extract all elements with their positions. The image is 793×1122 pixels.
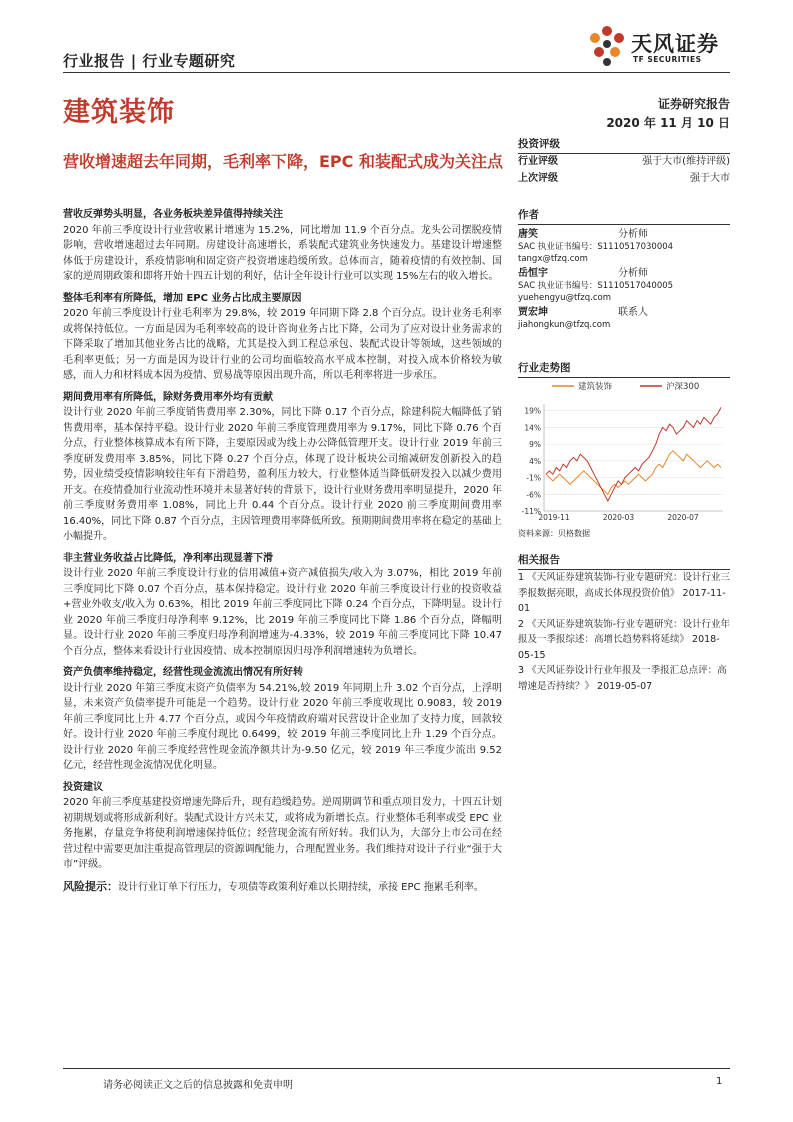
y-tick-label: 19%	[524, 406, 541, 416]
rating-row	[518, 171, 730, 188]
section	[63, 780, 502, 873]
report-kind: 证券研究报告	[657, 97, 730, 111]
y-tick-label: -6%	[526, 490, 541, 500]
section-heading: 资产负债率维持稳定，经营性现金流流出情况有所好转	[63, 667, 303, 678]
section-heading: 期间费用率有所降低，除财务费用率外均有贡献	[63, 391, 273, 403]
related-report[interactable]: 2 《天风证券建筑装饰-行业专题研究：设计行业年报及一季报综述：高增长趋势料将延续》 2018-05-15	[518, 618, 730, 661]
report-date: 2020 年 11 月 10 日	[606, 116, 730, 130]
author	[518, 306, 730, 331]
series-line	[546, 407, 721, 501]
section-heading: 整体毛利率有所降低，增加 EPC 业务占比成主要原因	[63, 292, 302, 304]
rating-row	[518, 154, 730, 171]
author-email[interactable]: yuehengyu@tfzq.com	[518, 293, 612, 303]
related-list	[518, 570, 730, 694]
y-tick-label: 9%	[529, 440, 541, 450]
y-tick-label: 4%	[529, 456, 541, 466]
section	[63, 390, 502, 545]
chart-source: 资料来源：贝格数据	[518, 529, 590, 538]
section	[63, 551, 502, 660]
x-tick-label: 2020-07	[667, 513, 699, 522]
section-body: 设计行业 2020 年第三季度末资产负债率为 54.21%,较 2019 年同期上升 3.02 个百分点，上浮明显，未来资产负债率提升可能是一个趋势。设计行业 2020 年前三季度收现比 0.9083，较 2019 年前三季度同比上升 4.77 个百分点，或因今年疫情政府端对民营设计企业加了支持力度，回款较好。设计行业 2020 年前三季度付现比 0.6499，较 2019 年前三季度同比上升 1.29 个百分点。设计行业 2020 年前三季度经营性现金流净额共计为-9.50 亿元，较 2019 年三季度少流出 9.52 亿元，经营性现金流情况优化明显。	[63, 682, 502, 771]
authors-panel	[518, 207, 730, 331]
series-line	[546, 451, 721, 495]
risk-label: 风险提示：	[63, 879, 118, 893]
logo-petal-icon	[585, 22, 629, 68]
risk-text: 设计行业订单下行压力，专项债等政策利好难以长期持续，承接 EPC 拖累毛利率。	[118, 881, 484, 893]
related-heading: 相关报告	[518, 552, 730, 570]
company-logo	[585, 22, 730, 70]
rating-key: 行业评级	[518, 156, 558, 167]
related-report[interactable]: 1 《天风证券建筑装饰-行业专题研究：设计行业三季报数据亮眼，高成长体现投资价值》 2017-11-01	[518, 572, 730, 614]
legend-label: 沪深300	[666, 382, 700, 392]
section-body: 2020 年前三季度基建投资增速先降后升，现有趋缓趋势。逆周期调节和重点项目发力，十四五计划初期规划或将形成新利好。装配式设计方兴未艾，或将成为新增长点。行业整体毛利率或受 EPC 业务拖累，存量竞争将使利润增速保持低位；经营现金流有所好转。我们认为，大部分上市公司在经营过程中需要更加注重提高管理层的资源调配能力，合理配置业务。我们维持对设计子行业“强于大市”评级。	[63, 797, 502, 870]
section-heading: 营收反弹势头明显，各业务板块差异值得持续关注	[63, 209, 283, 220]
authors-heading: 作者	[518, 207, 730, 225]
x-tick-label: 2020-03	[602, 513, 635, 522]
author-role: 分析师	[618, 268, 648, 279]
report-type: 行业报告 | 行业专题研究	[63, 52, 236, 70]
section-heading: 投资建议	[63, 781, 103, 793]
author-cert: SAC 执业证书编号：S1110517030004	[518, 242, 674, 252]
trend-chart	[518, 378, 730, 523]
y-tick-label: 14%	[524, 423, 541, 433]
industry-title: 建筑装饰	[63, 97, 175, 128]
rating-heading: 投资评级	[518, 136, 730, 154]
author-email[interactable]: jiahongkun@tfzq.com	[518, 320, 611, 330]
trend-panel	[518, 360, 730, 540]
rating-key: 上次评级	[518, 172, 558, 184]
header-rule	[63, 72, 730, 73]
x-tick-label: 2019-11	[538, 513, 570, 522]
rating-value: 强于大市(维持评级)	[642, 156, 730, 167]
author-role: 联系人	[618, 307, 648, 318]
author	[518, 267, 730, 304]
rating-panel	[518, 136, 730, 187]
section-body: 设计行业 2020 年前三季度设计行业的信用减值+资产减值损失/收入为 3.07%，相比 2019 年前三季度同比下降 0.07 个百分点，基本保持稳定。设计行业 2020 年前三季度设计行业的投资收益+营业外收支/收入为 0.63%，相比 2019 年前三季度同比下降 0.24 个百分点，下降明显。设计行业 2020 年前三季度归母净利率 9.12%，比 2019 年前三季度同比下降 1.86 个百分点，降幅明显。设计行业 2020 年前三季度归母净利润增速为-4.33%，较 2019 年前三季度同比下降 10.47 个百分点，整体来看设计行业因疫情、成本控制原因归母净利润增速转为负增长。	[63, 568, 502, 657]
related-panel	[518, 552, 730, 694]
footer-rule	[63, 1068, 730, 1069]
author-cert: SAC 执业证书编号：S1110517040005	[518, 281, 674, 291]
section	[63, 291, 502, 384]
author-name: 岳恒宇	[518, 268, 548, 279]
legend-label: 建筑装饰	[578, 382, 613, 392]
page-number: 1	[716, 1076, 723, 1087]
section-heading: 非主营业务收益占比降低，净利率出现显著下滑	[63, 552, 273, 564]
author-name: 唐笑	[518, 229, 538, 240]
logo-cn: 天风证券	[631, 32, 719, 56]
main-content	[63, 207, 502, 901]
report-title: 营收增速超去年同期，毛利率下降，EPC 和装配式成为关注点	[63, 152, 503, 171]
section-body: 2020 年前三季度设计行业毛利率为 29.8%，较 2019 年同期下降 2.8 个百分点。设计业务毛利率或将保持低位。一方面是因为毛利率较高的设计咨询业务占比下降，公司为了应对设计业务需求的下降采取了增加其他业务占比的战略，尤其是投入到工程总承包、装配式设计等领域，这些领域的毛利率更低；另一方面是因为设计行业的公司均面临较高水平成本控制，对投入成本价格较为敏感，而人力和材料成本因为疫情、贸易战等原因出现升高，所以毛利率将进一步承压。	[63, 308, 502, 381]
trend-heading: 行业走势图	[518, 360, 730, 378]
disclaimer-notice: 请务必阅读正文之后的信息披露和免责申明	[103, 1080, 293, 1091]
y-tick-label: -1%	[526, 473, 541, 483]
author-name: 贾宏坤	[518, 307, 548, 318]
section	[63, 665, 502, 774]
logo-en: TF SECURITIES	[633, 55, 702, 64]
section	[63, 207, 502, 285]
section-body: 2020 年前三季度设计行业营收累计增速为 15.2%，同比增加 11.9 个百分点。龙头公司摆脱疫情影响，营收增速超过去年同期。房建设计高速增长，系装配式建筑业务快速发力。基建设计增速整体低于房建设计，系疫情影响和固定资产投资增速趋缓所致。总体而言，随着疫情的有效控制、国家的逆周期政策和即将开始十四五计划的利好，估计全年设计行业可以实现 15%左右的收入增长。	[63, 224, 502, 282]
author-role: 分析师	[618, 229, 648, 240]
section-body: 设计行业 2020 年前三季度销售费用率 2.30%，同比下降 0.17 个百分点，除建科院大幅降低了销售费用率，基本保持平稳。设计行业 2020 年前三季度管理费用率为 9.17%，同比下降 0.76 个百分点，行业整体核算成本有所下降，主要原因或为线上办公降低管理开支。设计行业 2019 年前三季度研发费用率 3.85%，同比下降 0.27 个百分点，体现了设计板块公司缩减研发创新投入的趋势，因业绩受疫情影响较往年有下滑趋势，盈利压力较大，行业整体适当降低研发投入以减少费用开支。在疫情叠加行业流动性环境并未显著好转的背景下，设计行业财务费用率明显提升，2020 年前三季度财务费用率 1.08%，同比上升 0.44 个百分点。设计行业 2020 前三季度期间费用率 16.40%，同比下降 0.87 个百分点，主因管理费用率降低所致。预期期间费用率将在稳定的基础上小幅提升。	[63, 407, 502, 542]
author	[518, 228, 730, 265]
y-tick-label: -11%	[521, 507, 541, 516]
risk-note	[63, 879, 502, 896]
rating-value: 强于大市	[690, 172, 730, 184]
related-report[interactable]: 3 《天风证券设计行业年报及一季报汇总点评：高增速是否持续？》 2019-05-07	[518, 665, 727, 692]
author-email[interactable]: tangx@tfzq.com	[518, 254, 588, 264]
